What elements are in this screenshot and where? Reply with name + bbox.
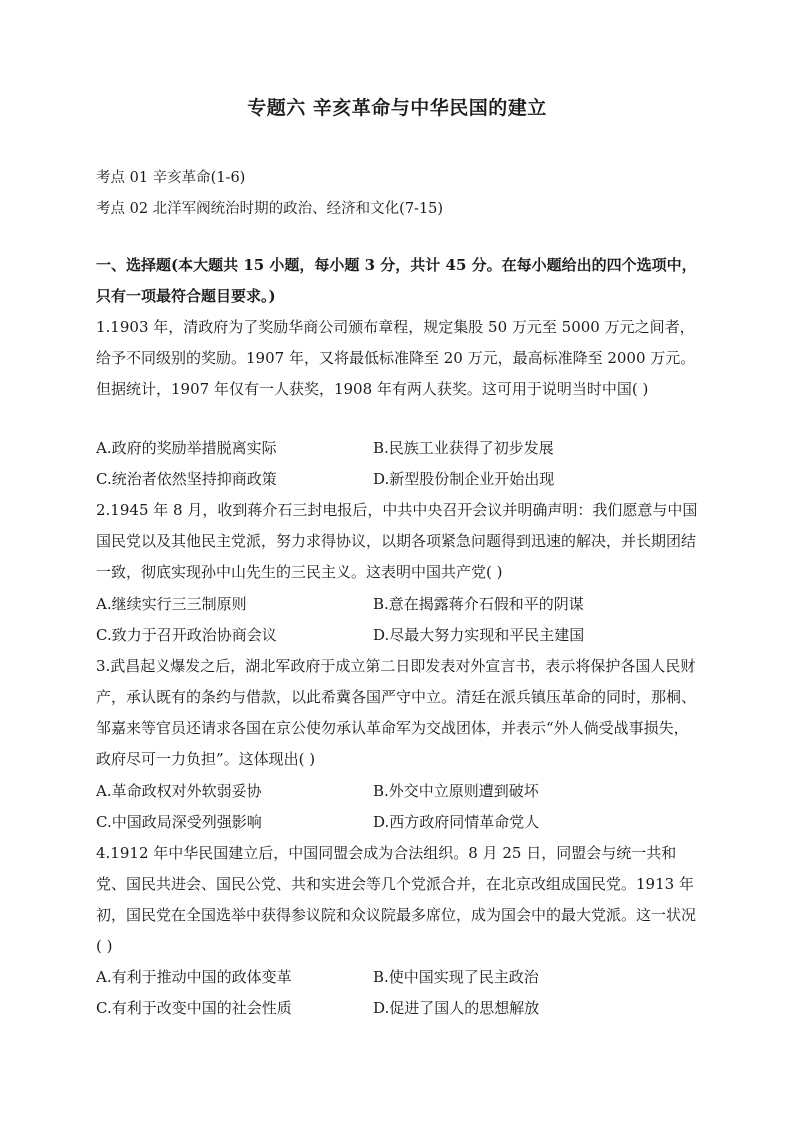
question-1-options [96, 433, 700, 495]
question-3-stem: 3.武昌起义爆发之后，湖北军政府于成立第二日即发表对外宣言书，表示将保护各国人民财产，承认既有的条约与借款，以此希冀各国严守中立。清廷在派兵镇压革命的同时，那桐、邹嘉来等官员还请求各国在京公使勿承认革命军为交战团体，并表示“外人倘受战事损失，政府尽可一力负担”。这体现出( ) [96, 657, 697, 768]
question-2-options [96, 589, 700, 651]
question-1-stem: 1.1903 年，清政府为了奖励华商公司颁布章程，规定集股 50 万元至 5000 万元之间者，给予不同级别的奖励。1907 年，又将最低标准降至 20 万元，最高标准降至 2000 万元。但据统计，1907 年仅有一人获奖，1908 年有两人获奖。这可用于说明当时中国( ) [96, 318, 696, 398]
option-d[interactable]: D.新型股份制企业开始出现 [373, 470, 555, 488]
question-2-stem: 2.1945 年 8 月，收到蒋介石三封电报后，中共中央召开会议并明确声明：我们愿意与中国国民党以及其他民主党派，努力求得协议，以期各项紧急问题得到迅速的解决，并长期团结一致，彻底实现孙中山先生的三民主义。这表明中国共产党( ) [96, 501, 698, 581]
option-d[interactable]: D.西方政府同情革命党人 [373, 813, 540, 831]
option-b[interactable]: B.民族工业获得了初步发展 [373, 439, 554, 457]
option-c[interactable]: C.有利于改变中国的社会性质 [96, 999, 292, 1017]
option-b[interactable]: B.外交中立原则遭到破坏 [373, 782, 539, 800]
option-c[interactable]: C.统治者依然坚持抑商政策 [96, 470, 277, 488]
option-a[interactable]: A.革命政权对外软弱妥协 [96, 782, 262, 800]
option-c[interactable]: C.中国政局深受列强影响 [96, 813, 262, 831]
option-b[interactable]: B.使中国实现了民主政治 [373, 968, 539, 986]
question-4-options [96, 962, 700, 1024]
page-title: 专题六 辛亥革命与中华民国的建立 [247, 97, 547, 119]
option-b[interactable]: B.意在揭露蒋介石假和平的阴谋 [373, 595, 584, 613]
option-a[interactable]: A.政府的奖励举措脱离实际 [96, 439, 277, 457]
section-heading: 一、选择题(本大题共 15 小题，每小题 3 分，共计 45 分。在每小题给出的四个选项中，只有一项最符合题目要求。) [96, 256, 697, 305]
question-3-options [96, 776, 700, 838]
option-a[interactable]: A.继续实行三三制原则 [96, 595, 247, 613]
question-4-stem: 4.1912 年中华民国建立后，中国同盟会成为合法组织。8 月 25 日，同盟会与统一共和党、国民共进会、国民公党、共和实进会等几个党派合并，在北京改组成国民党。1913 年初，国民党在全国选举中获得参议院和众议院最多席位，成为国会中的最大党派。这一状况( ) [96, 844, 697, 955]
option-d[interactable]: D.尽最大努力实现和平民主建国 [373, 626, 585, 644]
kaodian-2: 考点 02 北洋军阀统治时期的政治、经济和文化(7-15) [96, 201, 444, 217]
kaodian-1: 考点 01 辛亥革命(1-6) [96, 170, 246, 186]
option-c[interactable]: C.致力于召开政治协商会议 [96, 626, 277, 644]
option-a[interactable]: A.有利于推动中国的政体变革 [96, 968, 292, 986]
option-d[interactable]: D.促进了国人的思想解放 [373, 999, 540, 1017]
